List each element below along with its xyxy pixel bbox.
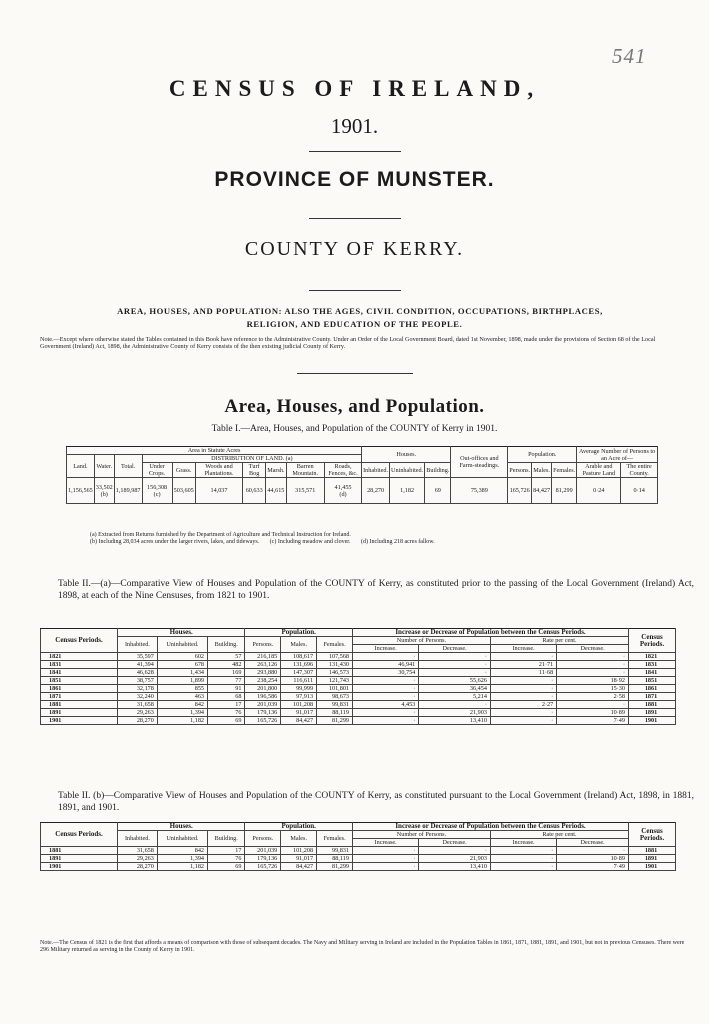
t2a-header-building: Building. <box>208 637 245 653</box>
divider <box>309 290 401 291</box>
table-2a <box>40 628 676 725</box>
table2b-body <box>41 847 676 871</box>
intro-note: Note.—Except where otherwise stated the Tables contained in this Book have reference to the Administrative County. Under an Order of the Local Government Board, dated 1st November, 1898, made under the provisions of Section 68 of the Local Government (Ireland) Act, 1898, the Administrative County of Kerry consists of the then existing judicial County of Kerry. <box>40 336 656 351</box>
table-cell: 7·49 <box>557 717 629 725</box>
table-cell: 91,017 <box>281 709 317 717</box>
table-cell: 196,586 <box>245 693 281 701</box>
t1-header-roads: Roads, Fences, &c. <box>324 463 361 478</box>
row-year-right: 1901 <box>629 717 676 725</box>
t1-header-barren: Barren Mountain. <box>286 463 324 478</box>
table-cell: 842 <box>157 847 207 855</box>
section-heading: Area, Houses, and Population. <box>224 396 485 417</box>
table-cell: 29,263 <box>118 709 158 717</box>
table-cell: 46,628 <box>118 669 158 677</box>
t1-cell: 1,182 <box>390 478 425 504</box>
row-year-right: 1891 <box>629 855 676 863</box>
table-cell: 216,185 <box>245 653 281 661</box>
table1-note: (b) Including 28,034 acres under the larger rivers, lakes, and tideways. (c) Including meadow and clover. (d) Including 218 acres fallow. <box>90 539 435 545</box>
table-cell: 131,696 <box>281 661 317 669</box>
t2b-header-increase: Increase or Decrease of Population between the Census Periods. <box>353 823 629 831</box>
t1-cell: 165,726 <box>508 478 532 504</box>
table-cell: 121,743 <box>317 677 353 685</box>
table-cell: 13,410 <box>419 717 491 725</box>
t1-header-males: Males. <box>532 463 552 478</box>
table-row <box>41 717 676 725</box>
table-row <box>41 709 676 717</box>
table-cell: · <box>353 693 419 701</box>
t2b-header-persons: Persons. <box>245 831 281 847</box>
table-cell: 15·30 <box>557 685 629 693</box>
t1-cell: 81,299 <box>552 478 577 504</box>
table-cell: 165,726 <box>245 717 281 725</box>
t2a-header-uninhabited: Uninhabited. <box>157 637 207 653</box>
row-year-right: 1861 <box>629 685 676 693</box>
table-cell: 91,017 <box>281 855 317 863</box>
table-cell: 31,658 <box>118 701 158 709</box>
table-cell: 293,880 <box>245 669 281 677</box>
table-cell: 1,394 <box>157 709 207 717</box>
table-row <box>41 855 676 863</box>
table-cell: 38,757 <box>118 677 158 685</box>
table-cell: 179,136 <box>245 709 281 717</box>
table-cell: 88,119 <box>317 855 353 863</box>
t2b-header-increase-col: Increase. <box>490 839 556 847</box>
row-year: 1891 <box>41 855 118 863</box>
table-cell: · <box>557 847 629 855</box>
table-cell: · <box>490 709 556 717</box>
table-cell: 32,240 <box>118 693 158 701</box>
t1-cell: 1,189,987 <box>114 478 142 504</box>
table-cell: 1,394 <box>157 855 207 863</box>
t1-header-avg: Average Number of Persons to an Acre of— <box>577 447 658 463</box>
table-cell: 32,178 <box>118 685 158 693</box>
row-year: 1881 <box>41 847 118 855</box>
table-cell: 678 <box>157 661 207 669</box>
table-row <box>41 685 676 693</box>
t1-cell: 156,308 (c) <box>142 478 172 504</box>
t2b-header-rate: Rate per cent. <box>490 831 628 839</box>
row-year: 1841 <box>41 669 118 677</box>
table-cell: 69 <box>208 863 245 871</box>
row-year-right: 1871 <box>629 693 676 701</box>
t2b-header-increase-col: Increase. <box>353 839 419 847</box>
table-cell: 35,597 <box>118 653 158 661</box>
t1-header-females: Females. <box>552 463 577 478</box>
t1-cell: 69 <box>425 478 451 504</box>
page-number: 541 <box>612 44 647 68</box>
table-cell: 68 <box>208 693 245 701</box>
table-cell: 98,673 <box>317 693 353 701</box>
row-year-right: 1881 <box>629 701 676 709</box>
table1-note: (a) Extracted from Returns furnished by the Department of Agriculture and Technical Instruction for Ireland. <box>90 532 351 538</box>
t2b-header-population: Population. <box>245 823 353 831</box>
table-cell: · <box>557 653 629 661</box>
table-cell: 17 <box>208 847 245 855</box>
table-cell: 13,410 <box>419 863 491 871</box>
table-1 <box>66 446 658 504</box>
table-cell: 31,658 <box>118 847 158 855</box>
table-cell: 482 <box>208 661 245 669</box>
t1-cell: 0·14 <box>621 478 658 504</box>
t1-header-total: Total. <box>114 455 142 478</box>
t1-cell: 44,615 <box>266 478 286 504</box>
table-cell: · <box>419 701 491 709</box>
t1-header-marsh: Marsh. <box>266 463 286 478</box>
table2a-caption: Table II.—(a)—Comparative View of Houses and Population of the COUNTY of Kerry, as constituted prior to the passing of the Local Government (Ireland) Act, 1898, at each of the Nine Censuses, from 1821 to 1901. <box>58 579 694 601</box>
table-row <box>41 653 676 661</box>
t1-header-outoffices: Out-offices and Farm-steadings. <box>451 447 508 478</box>
row-year: 1891 <box>41 709 118 717</box>
row-year-right: 1831 <box>629 661 676 669</box>
table-cell: 7·49 <box>557 863 629 871</box>
t2a-header-increase-col: Increase. <box>490 645 556 653</box>
t2b-header-building: Building. <box>208 831 245 847</box>
t2b-header-census: Census Periods. <box>41 823 118 847</box>
subtitle-line-2: RELIGION, AND EDUCATION OF THE PEOPLE. <box>246 319 463 329</box>
table-cell: 11·68 <box>490 669 556 677</box>
table-cell: 99,831 <box>317 847 353 855</box>
t1-header-land: Land. <box>67 455 95 478</box>
province-title: PROVINCE OF MUNSTER. <box>214 168 495 191</box>
t1-header-arable: Arable and Pasture Land <box>577 463 621 478</box>
table-cell: 99,831 <box>317 701 353 709</box>
divider <box>309 151 401 152</box>
t2a-header-decrease-col: Decrease. <box>557 645 629 653</box>
table-cell: 10·89 <box>557 855 629 863</box>
subtitle-line-1: AREA, HOUSES, AND POPULATION: ALSO THE AGES, CIVIL CONDITION, OCCUPATIONS, BIRTHPLACES, <box>117 306 603 316</box>
table-cell: 28,270 <box>118 717 158 725</box>
table2a-body <box>41 653 676 725</box>
t2b-header-decrease-col: Decrease. <box>419 839 491 847</box>
table-cell: · <box>353 653 419 661</box>
table-cell: 18·92 <box>557 677 629 685</box>
t1-header-woods: Woods and Plantations. <box>195 463 242 478</box>
table-cell: 76 <box>208 855 245 863</box>
t2a-header-census-right: Census Periods. <box>629 629 676 653</box>
table-cell: · <box>419 847 491 855</box>
table-cell: 602 <box>157 653 207 661</box>
table-cell: · <box>490 863 556 871</box>
table-cell: 263,126 <box>245 661 281 669</box>
table-cell: · <box>353 863 419 871</box>
t1-cell: 503,605 <box>172 478 195 504</box>
row-year: 1901 <box>41 863 118 871</box>
table-cell: 4,453 <box>353 701 419 709</box>
table-cell: 1,899 <box>157 677 207 685</box>
table-cell: 84,427 <box>281 863 317 871</box>
table-cell: · <box>490 653 556 661</box>
t1-cell: 41,455 (d) <box>324 478 361 504</box>
table-cell: · <box>353 685 419 693</box>
table-cell: 238,254 <box>245 677 281 685</box>
table-cell: 463 <box>157 693 207 701</box>
row-year: 1831 <box>41 661 118 669</box>
row-year: 1821 <box>41 653 118 661</box>
t1-header-entire: The entire County. <box>621 463 658 478</box>
table-cell: 201,800 <box>245 685 281 693</box>
t1-header-uninhabited: Uninhabited. <box>390 463 425 478</box>
divider <box>309 218 401 219</box>
table-cell: 1,434 <box>157 669 207 677</box>
table-cell: 842 <box>157 701 207 709</box>
t2b-header-houses: Houses. <box>118 823 245 831</box>
table-cell: 99,999 <box>281 685 317 693</box>
t2a-header-rate: Rate per cent. <box>490 637 628 645</box>
table-cell: · <box>490 717 556 725</box>
table-cell: · <box>490 847 556 855</box>
t1-header-population: Population. <box>508 447 577 463</box>
t1-cell: 60,633 <box>243 478 266 504</box>
table-cell: 101,801 <box>317 685 353 693</box>
t1-header-grass: Grass. <box>172 463 195 478</box>
row-year: 1881 <box>41 701 118 709</box>
table-row <box>41 863 676 871</box>
table-cell: 30,754 <box>353 669 419 677</box>
table-cell: 108,617 <box>281 653 317 661</box>
row-year-right: 1821 <box>629 653 676 661</box>
t1-cell: 0·24 <box>577 478 621 504</box>
table-row <box>41 693 676 701</box>
t1-header-water: Water. <box>94 455 114 478</box>
t1-header-distribution: DISTRIBUTION OF LAND. (a) <box>142 455 362 463</box>
table-cell: · <box>490 693 556 701</box>
t1-header-area: Area in Statute Acres <box>67 447 362 455</box>
t2b-header-number: Number of Persons. <box>353 831 491 839</box>
table-cell: 28,270 <box>118 863 158 871</box>
t2b-header-males: Males. <box>281 831 317 847</box>
table2b-caption: Table II. (b)—Comparative View of Houses and Population of the COUNTY of Kerry, as constituted pursuant to the Local Government (Ireland) Act, 1898, in 1881, 1891, and 1901. <box>58 791 694 813</box>
table-cell: · <box>557 669 629 677</box>
table-cell: 2·58 <box>557 693 629 701</box>
t2b-header-inhabited: Inhabited. <box>118 831 158 847</box>
table-cell: 55,626 <box>419 677 491 685</box>
table-2b <box>40 822 676 871</box>
census-year: 1901. <box>330 114 379 138</box>
table-cell: 116,611 <box>281 677 317 685</box>
table1-caption: Table I.—Area, Houses, and Population of the COUNTY of Kerry in 1901. <box>211 424 498 434</box>
t1-cell: 28,270 <box>362 478 390 504</box>
table-row <box>41 669 676 677</box>
table-cell: 146,573 <box>317 669 353 677</box>
row-year: 1901 <box>41 717 118 725</box>
table-cell: 36,454 <box>419 685 491 693</box>
divider <box>297 373 413 374</box>
row-year: 1861 <box>41 685 118 693</box>
table-cell: 5,214 <box>419 693 491 701</box>
table-cell: 69 <box>208 717 245 725</box>
table-cell: 201,039 <box>245 701 281 709</box>
census-title: CENSUS OF IRELAND, <box>168 76 541 101</box>
table-cell: 201,039 <box>245 847 281 855</box>
table-cell: · <box>353 855 419 863</box>
t1-header-inhabited: Inhabited. <box>362 463 390 478</box>
t2a-header-increase: Increase or Decrease of Population between the Census Periods. <box>353 629 629 637</box>
t2a-header-inhabited: Inhabited. <box>118 637 158 653</box>
t2b-header-decrease-col: Decrease. <box>557 839 629 847</box>
table-cell: 855 <box>157 685 207 693</box>
table1-notes <box>90 532 650 546</box>
table-cell: 17 <box>208 701 245 709</box>
t1-cell: 1,156,565 <box>67 478 95 504</box>
t1-header-crops: Under Crops. <box>142 463 172 478</box>
row-year-right: 1851 <box>629 677 676 685</box>
table-cell: · <box>419 653 491 661</box>
t2a-header-decrease-col: Decrease. <box>419 645 491 653</box>
t2b-header-uninhabited: Uninhabited. <box>157 831 207 847</box>
table-cell: 1,182 <box>157 863 207 871</box>
table-cell: · <box>353 709 419 717</box>
table-cell: 88,119 <box>317 709 353 717</box>
table-cell: 131,430 <box>317 661 353 669</box>
table-cell: 101,208 <box>281 701 317 709</box>
t2a-header-increase-col: Increase. <box>353 645 419 653</box>
t1-cell: 33,502 (b) <box>94 478 114 504</box>
t1-header-building: Building. <box>425 463 451 478</box>
table-cell: 97,913 <box>281 693 317 701</box>
table-row <box>41 677 676 685</box>
table-cell: 147,307 <box>281 669 317 677</box>
county-title: COUNTY OF KERRY. <box>244 238 465 260</box>
table-cell: · <box>490 855 556 863</box>
table-cell: 2·27 <box>490 701 556 709</box>
row-year-right: 1841 <box>629 669 676 677</box>
table-cell: 77 <box>208 677 245 685</box>
table-cell: 107,568 <box>317 653 353 661</box>
table-cell: 76 <box>208 709 245 717</box>
table-cell: · <box>353 847 419 855</box>
row-year-right: 1901 <box>629 863 676 871</box>
row-year-right: 1881 <box>629 847 676 855</box>
t2a-header-number: Number of Persons. <box>353 637 491 645</box>
table-row <box>41 847 676 855</box>
row-year: 1871 <box>41 693 118 701</box>
table-cell: · <box>419 661 491 669</box>
footnote: Note.—The Census of 1821 is the first that affords a means of comparison with those of subsequent decades. The Navy and Military serving in Ireland are included in the Population Tables in 1861, 1871, 1881, 1891, and 1901, but not in previous Censuses. There were 296 Military returned as serving in the County of Kerry in 1901. <box>40 940 685 954</box>
table-cell: 1,182 <box>157 717 207 725</box>
table-row <box>41 661 676 669</box>
t2a-header-males: Males. <box>281 637 317 653</box>
table-cell: 21,903 <box>419 855 491 863</box>
t1-cell: 14,037 <box>195 478 242 504</box>
t1-cell: 75,389 <box>451 478 508 504</box>
table-cell: 101,208 <box>281 847 317 855</box>
table-cell: · <box>490 677 556 685</box>
table-cell: 169 <box>208 669 245 677</box>
t2a-header-houses: Houses. <box>118 629 245 637</box>
t1-cell: 315,571 <box>286 478 324 504</box>
t2a-header-population: Population. <box>245 629 353 637</box>
row-year-right: 1891 <box>629 709 676 717</box>
table-cell: · <box>557 661 629 669</box>
t2a-header-persons: Persons. <box>245 637 281 653</box>
table-cell: 165,726 <box>245 863 281 871</box>
table-cell: · <box>557 701 629 709</box>
table-cell: · <box>353 677 419 685</box>
table-cell: 57 <box>208 653 245 661</box>
t2b-header-females: Females. <box>317 831 353 847</box>
table-cell: 46,941 <box>353 661 419 669</box>
table-cell: 10·89 <box>557 709 629 717</box>
t2a-header-census: Census Periods. <box>41 629 118 653</box>
t1-header-turf: Turf Bog <box>243 463 266 478</box>
table-cell: · <box>419 669 491 677</box>
table-cell: 29,263 <box>118 855 158 863</box>
table-cell: 41,394 <box>118 661 158 669</box>
table-cell: 21,903 <box>419 709 491 717</box>
table-cell: 84,427 <box>281 717 317 725</box>
t1-header-persons: Persons. <box>508 463 532 478</box>
table-cell: 81,299 <box>317 863 353 871</box>
table-cell: · <box>490 685 556 693</box>
table-cell: 91 <box>208 685 245 693</box>
table-cell: · <box>353 717 419 725</box>
table-row <box>41 701 676 709</box>
row-year: 1851 <box>41 677 118 685</box>
table-cell: 179,136 <box>245 855 281 863</box>
t2b-header-census-right: Census Periods. <box>629 823 676 847</box>
t2a-header-females: Females. <box>317 637 353 653</box>
table-cell: 81,299 <box>317 717 353 725</box>
t1-header-houses: Houses. <box>362 447 451 463</box>
t1-cell: 84,427 <box>532 478 552 504</box>
table-cell: 21·71 <box>490 661 556 669</box>
